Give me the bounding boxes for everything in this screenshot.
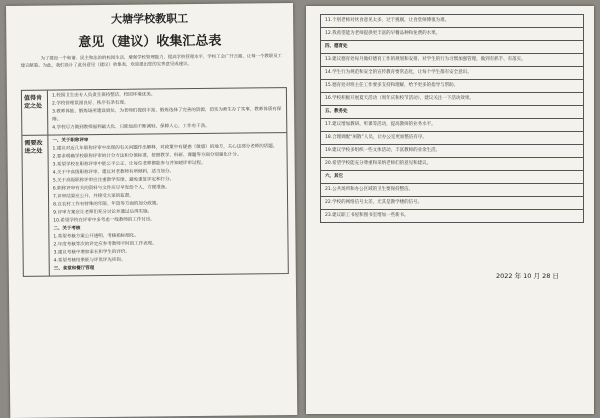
- list-item: 4.关于中高级职称评审，建议对老教师有所倾斜，适当加分。: [52, 169, 175, 176]
- table-row: [321, 28, 583, 41]
- school-title: 大塘学校教职工: [111, 12, 189, 26]
- list-item: 11.个别老师对伙食意见太多，过于挑剔，让食堂师傅很为难。: [325, 18, 450, 23]
- left-page: [6, 3, 297, 418]
- table-row: [22, 88, 286, 136]
- list-item: 17.建议增加教研、听课等活动，提高教师的业务水平。: [325, 122, 436, 127]
- list-item: 二、关于考核: [53, 226, 81, 232]
- list-item: 6.职称评审有关的资料与文件应尽早发给个人，方便准备。: [52, 185, 170, 192]
- table-row: [321, 184, 583, 197]
- list-item: 四、德育处: [325, 44, 348, 49]
- table-row: [321, 106, 583, 119]
- list-item: 14.学生行为规范和安全的宣传教育要常态化，让每个学生都有安全意识。: [325, 70, 472, 75]
- list-item: 19.建议学校多组织一些文体活动，丰富教师的业余生活。: [325, 148, 441, 153]
- list-item: 16.学校积极开展夏天活动（周年庆和校节活动），建议关注一下活动效果。: [325, 96, 474, 101]
- list-item: 13.建议德育处每月做好德育工作的规划和安排，对学生的行为习惯加强管理，做到有抓手、有落实。: [325, 57, 526, 62]
- table-row: [321, 80, 583, 93]
- table-row: [321, 197, 583, 210]
- table-row: [22, 133, 287, 276]
- feedback-table: [21, 87, 289, 277]
- table-row: [321, 15, 583, 28]
- list-item: 4.希望考核结果能与评优评先挂钩。: [53, 257, 126, 264]
- list-item: 15.德育处对班主任工作要多支持和理解，给予更多的指导与帮助。: [325, 83, 459, 88]
- intro-paragraph: 为了建设一个和谐、民主和法治的校园生活，增强学校管理能力，提高学校管理水平，学校工会广开言路，让每一个教职员工建言献策。为此，我们设计了此份意见（建议）收集表，欢迎提出您的宝贵意见或建议。: [20, 54, 283, 70]
- list-item: 22.学校的网络信号太差，尤其是教学楼的信号。: [325, 200, 423, 205]
- list-item: 4.学校尽力做到教师福利最大化，只能加油不断减轻、保障人心，工作有干劲。: [52, 123, 210, 131]
- form-title: 意见（建议）收集汇总表: [78, 33, 222, 51]
- table-row: [321, 41, 583, 54]
- document-date: 2022 年 10 月 28 日: [496, 272, 559, 280]
- table-row: [321, 67, 583, 80]
- list-item: 21.公共场所和办公区域的卫生要保持整洁。: [325, 187, 414, 192]
- list-item: 7.评审结果应公开，并接受大家的监督。: [52, 193, 134, 200]
- list-item: 20.希望学校能充分尊重和采纳老师们的意见和建议。: [325, 161, 432, 166]
- list-item: 3.教师体能、锻炼场所建设到位，为老师们提供丰富、锻炼选择了完善的资源，切实为师生办了实事，教师体质有保障。: [52, 107, 282, 123]
- list-item: 2.学校管理氛围良好，秩序有条有理。: [52, 100, 129, 107]
- list-item: 六、其它: [325, 174, 343, 179]
- list-item: 2.要求明确学校职称评审的计分方法和分值标准，按照教学、科研、课题等方面分别量化计分。: [52, 152, 242, 160]
- section-category: 值得肯定之处: [22, 91, 48, 135]
- table-row: [321, 210, 583, 222]
- table-row: [321, 93, 583, 106]
- section-category: 需要改进之处: [22, 136, 49, 276]
- section-items: [48, 133, 287, 275]
- list-item: 1.建议对近几年职称评审中出现的有关问题作出解释，对政策中有疑惑（敏感）的地方，关心这部分老师的话题。: [52, 144, 278, 152]
- list-item: 三、食堂和餐厅管理: [53, 266, 95, 272]
- table-row: [321, 119, 583, 132]
- table-row: [321, 158, 583, 171]
- list-item: 23.建议职工书屋和图书室增加一些新书。: [325, 213, 409, 218]
- list-item: 3.希望学校在职称评审中能公平公正，让每位老师都能参与并知晓评审过程。: [52, 160, 206, 168]
- table-row: [321, 145, 583, 158]
- feedback-table-continued: [320, 14, 584, 223]
- list-item: 3.建议考核中增加家长和学生的评价。: [53, 249, 130, 256]
- list-item: 12.我希望能为老师提供更丰富的早餐品种和免费的水果。: [325, 31, 441, 36]
- list-item: 10.希望学校在评审中多考虑一线教师的工作付出。: [53, 217, 155, 224]
- list-item: 8.在农村工作有特殊的年限、年资等方面的加分政策。: [53, 201, 161, 208]
- section-items: [48, 88, 286, 134]
- list-item: 5.关于高级职称评审应注重教学实绩，避免重复评定和打分。: [52, 177, 175, 184]
- table-row: [321, 171, 583, 184]
- list-item: 1.希望考核方案公开透明，考核指标细化。: [53, 233, 139, 240]
- list-item: 1.校园卫生由专人负责且保持整洁，校园环境优美。: [51, 92, 156, 99]
- table-row: [321, 132, 583, 145]
- list-item: 2.年度考核等次的评定应参考教师平时的工作表现。: [53, 241, 157, 248]
- table-row: [321, 54, 583, 67]
- list-item: 五、教务处: [325, 109, 348, 114]
- right-page: [306, 6, 594, 414]
- list-item: 18.合理调配“闲散”人员，让办公室更加整洁有序。: [325, 135, 427, 140]
- list-item: 9.评审方案应让老师们充分讨论并通过后再实施。: [53, 209, 152, 216]
- list-item: 一、关于职称评审: [52, 138, 89, 144]
